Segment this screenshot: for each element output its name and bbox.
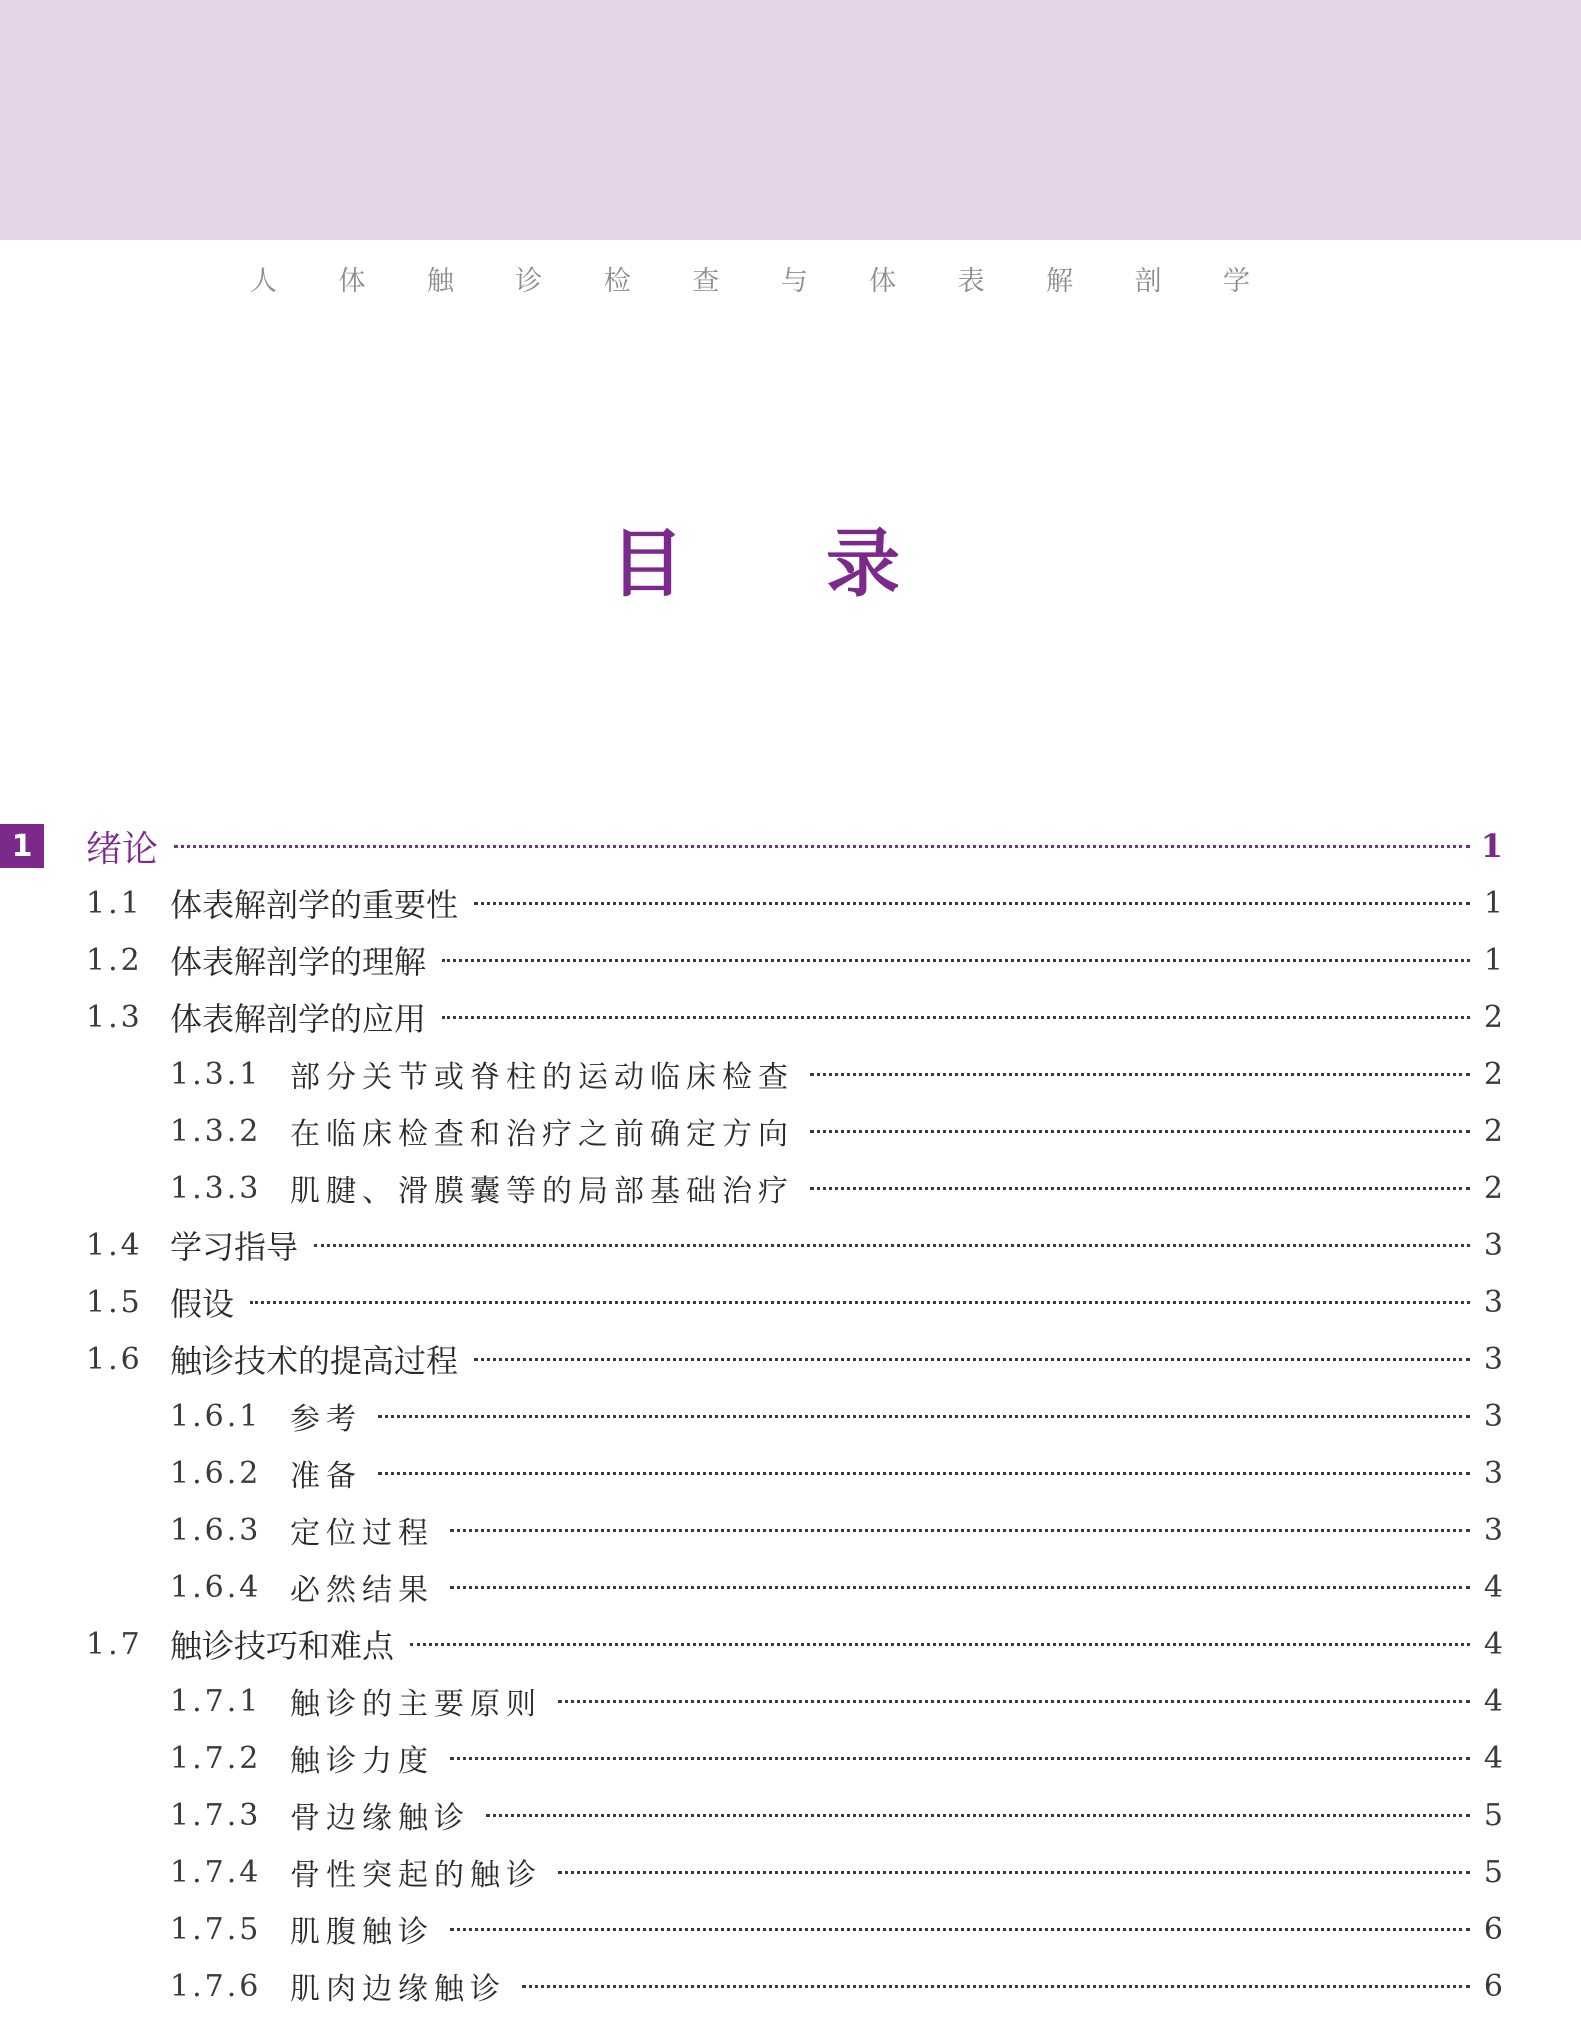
dot-leader bbox=[810, 1130, 1470, 1133]
running-head-char: 体 bbox=[869, 265, 897, 297]
page-number: 5 bbox=[1483, 1797, 1503, 1833]
toc-entry-row[interactable] bbox=[0, 1901, 1581, 1957]
dot-leader bbox=[474, 902, 1470, 905]
toc-entry-row[interactable] bbox=[0, 1445, 1581, 1501]
section-title: 骨边缘触诊 bbox=[290, 1801, 470, 1836]
dot-leader bbox=[450, 1529, 1470, 1532]
running-head-char: 查 bbox=[692, 265, 720, 297]
section-number: 1.3.1 bbox=[170, 1056, 262, 1092]
running-head-char: 剖 bbox=[1134, 265, 1162, 297]
toc-entry-row[interactable] bbox=[0, 1730, 1581, 1786]
page-number: 3 bbox=[1483, 1227, 1503, 1263]
page-number: 4 bbox=[1483, 1683, 1503, 1719]
running-head bbox=[250, 258, 1250, 298]
toc-entry-row[interactable] bbox=[0, 932, 1581, 988]
dot-leader bbox=[378, 1415, 1470, 1418]
dot-leader bbox=[558, 1700, 1470, 1703]
section-number: 1.6.2 bbox=[170, 1455, 262, 1491]
dot-leader bbox=[174, 845, 1470, 848]
page-number: 2 bbox=[1483, 1056, 1503, 1092]
section-number: 1.7.6 bbox=[170, 1968, 262, 2004]
page-number: 5 bbox=[1483, 1854, 1503, 1890]
section-number: 1.7.5 bbox=[170, 1911, 262, 1947]
section-title: 部分关节或脊柱的运动临床检查 bbox=[290, 1060, 794, 1095]
toc-entry-row[interactable] bbox=[0, 1160, 1581, 1216]
dot-leader bbox=[442, 959, 1470, 962]
dot-leader bbox=[522, 1985, 1470, 1988]
page-number: 1 bbox=[1480, 827, 1503, 865]
running-head-char: 与 bbox=[780, 265, 808, 297]
running-head-char: 学 bbox=[1222, 265, 1250, 297]
page-number: 3 bbox=[1483, 1341, 1503, 1377]
section-number: 1.6.3 bbox=[170, 1512, 262, 1548]
dot-leader bbox=[378, 1472, 1470, 1475]
section-title: 体表解剖学的应用 bbox=[170, 1000, 427, 1038]
toc-entry-row[interactable] bbox=[0, 1103, 1581, 1159]
section-title: 在临床检查和治疗之前确定方向 bbox=[290, 1117, 794, 1152]
section-number: 1.4 bbox=[86, 1227, 143, 1263]
page-title bbox=[610, 508, 900, 608]
toc-entry-row[interactable] bbox=[0, 1331, 1581, 1387]
section-title: 触诊力度 bbox=[290, 1744, 434, 1779]
toc-entry-row[interactable] bbox=[0, 875, 1581, 931]
section-number: 1.6.1 bbox=[170, 1398, 262, 1434]
page-number: 4 bbox=[1483, 1569, 1503, 1605]
section-title: 触诊的主要原则 bbox=[290, 1687, 542, 1722]
dot-leader bbox=[810, 1073, 1470, 1076]
section-number: 1.5 bbox=[86, 1284, 143, 1320]
running-head-char: 触 bbox=[426, 265, 454, 297]
dot-leader bbox=[450, 1928, 1470, 1931]
page-title-char: 目 bbox=[610, 521, 684, 607]
section-number: 1.3.3 bbox=[170, 1170, 262, 1206]
page-number: 6 bbox=[1483, 1911, 1503, 1947]
section-title: 必然结果 bbox=[290, 1573, 434, 1608]
running-head-char: 诊 bbox=[515, 265, 543, 297]
page-number: 3 bbox=[1483, 1398, 1503, 1434]
dot-leader bbox=[250, 1301, 1470, 1304]
section-number: 1.7.3 bbox=[170, 1797, 262, 1833]
dot-leader bbox=[450, 1586, 1470, 1589]
dot-leader bbox=[810, 1187, 1470, 1190]
section-number: 1.1 bbox=[86, 885, 143, 921]
dot-leader bbox=[558, 1871, 1470, 1874]
section-title: 准备 bbox=[290, 1459, 362, 1494]
toc-entry-row[interactable] bbox=[0, 1388, 1581, 1444]
page-number: 3 bbox=[1483, 1455, 1503, 1491]
page-number: 4 bbox=[1483, 1626, 1503, 1662]
toc-entry-row[interactable] bbox=[0, 1616, 1581, 1672]
toc-entry-row[interactable] bbox=[0, 1502, 1581, 1558]
running-head-char: 解 bbox=[1046, 265, 1074, 297]
toc-entry-row[interactable] bbox=[0, 1958, 1581, 2014]
section-number: 1.7 bbox=[86, 1626, 143, 1662]
page-number: 1 bbox=[1483, 885, 1503, 921]
toc-entry-row[interactable] bbox=[0, 1559, 1581, 1615]
section-title: 触诊技巧和难点 bbox=[170, 1627, 395, 1665]
running-head-char: 表 bbox=[957, 265, 985, 297]
section-title: 肌肉边缘触诊 bbox=[290, 1972, 506, 2007]
section-title: 定位过程 bbox=[290, 1516, 434, 1551]
dot-leader bbox=[442, 1016, 1470, 1019]
toc-entry-row[interactable] bbox=[0, 1046, 1581, 1102]
section-number: 1.2 bbox=[86, 942, 143, 978]
page-number: 2 bbox=[1483, 1113, 1503, 1149]
toc-entry-row[interactable] bbox=[0, 989, 1581, 1045]
dot-leader bbox=[450, 1757, 1470, 1760]
page-number: 2 bbox=[1483, 1170, 1503, 1206]
section-number: 1.3.2 bbox=[170, 1113, 262, 1149]
dot-leader bbox=[474, 1358, 1470, 1361]
header-band bbox=[0, 0, 1581, 240]
chapter-title: 绪论 bbox=[86, 828, 159, 870]
section-number: 1.7.2 bbox=[170, 1740, 262, 1776]
toc-entry-row[interactable] bbox=[0, 1673, 1581, 1729]
running-head-char: 人 bbox=[250, 265, 277, 297]
section-title: 肌腹触诊 bbox=[290, 1915, 434, 1950]
section-number: 1.7.1 bbox=[170, 1683, 262, 1719]
section-number: 1.6 bbox=[86, 1341, 143, 1377]
page-number: 2 bbox=[1483, 999, 1503, 1035]
section-title: 肌腱、滑膜囊等的局部基础治疗 bbox=[290, 1174, 794, 1209]
page-title-char: 录 bbox=[826, 521, 900, 607]
page-number: 4 bbox=[1483, 1740, 1503, 1776]
page-number: 1 bbox=[1483, 942, 1503, 978]
page-number: 3 bbox=[1483, 1284, 1503, 1320]
dot-leader bbox=[410, 1643, 1470, 1646]
section-title: 参考 bbox=[290, 1402, 362, 1437]
section-title: 体表解剖学的理解 bbox=[170, 943, 427, 981]
page-number: 6 bbox=[1483, 1968, 1503, 2004]
page-number: 3 bbox=[1483, 1512, 1503, 1548]
section-number: 1.7.4 bbox=[170, 1854, 262, 1890]
section-number: 1.6.4 bbox=[170, 1569, 262, 1605]
toc-entry-row[interactable] bbox=[0, 1787, 1581, 1843]
toc-entry-row[interactable] bbox=[0, 1217, 1581, 1273]
section-title: 体表解剖学的重要性 bbox=[170, 886, 459, 924]
dot-leader bbox=[314, 1244, 1470, 1247]
running-head-char: 体 bbox=[338, 265, 366, 297]
toc-entry-row[interactable] bbox=[0, 1274, 1581, 1330]
section-title: 骨性突起的触诊 bbox=[290, 1858, 542, 1893]
chapter-number-badge: 1 bbox=[0, 824, 44, 868]
section-title: 触诊技术的提高过程 bbox=[170, 1342, 459, 1380]
toc-entry-row[interactable] bbox=[0, 1844, 1581, 1900]
toc-chapter-row[interactable] bbox=[0, 818, 1581, 874]
dot-leader bbox=[486, 1814, 1470, 1817]
section-title: 学习指导 bbox=[170, 1228, 299, 1266]
running-head-char: 检 bbox=[603, 265, 631, 297]
section-number: 1.3 bbox=[86, 999, 143, 1035]
section-title: 假设 bbox=[170, 1285, 235, 1323]
